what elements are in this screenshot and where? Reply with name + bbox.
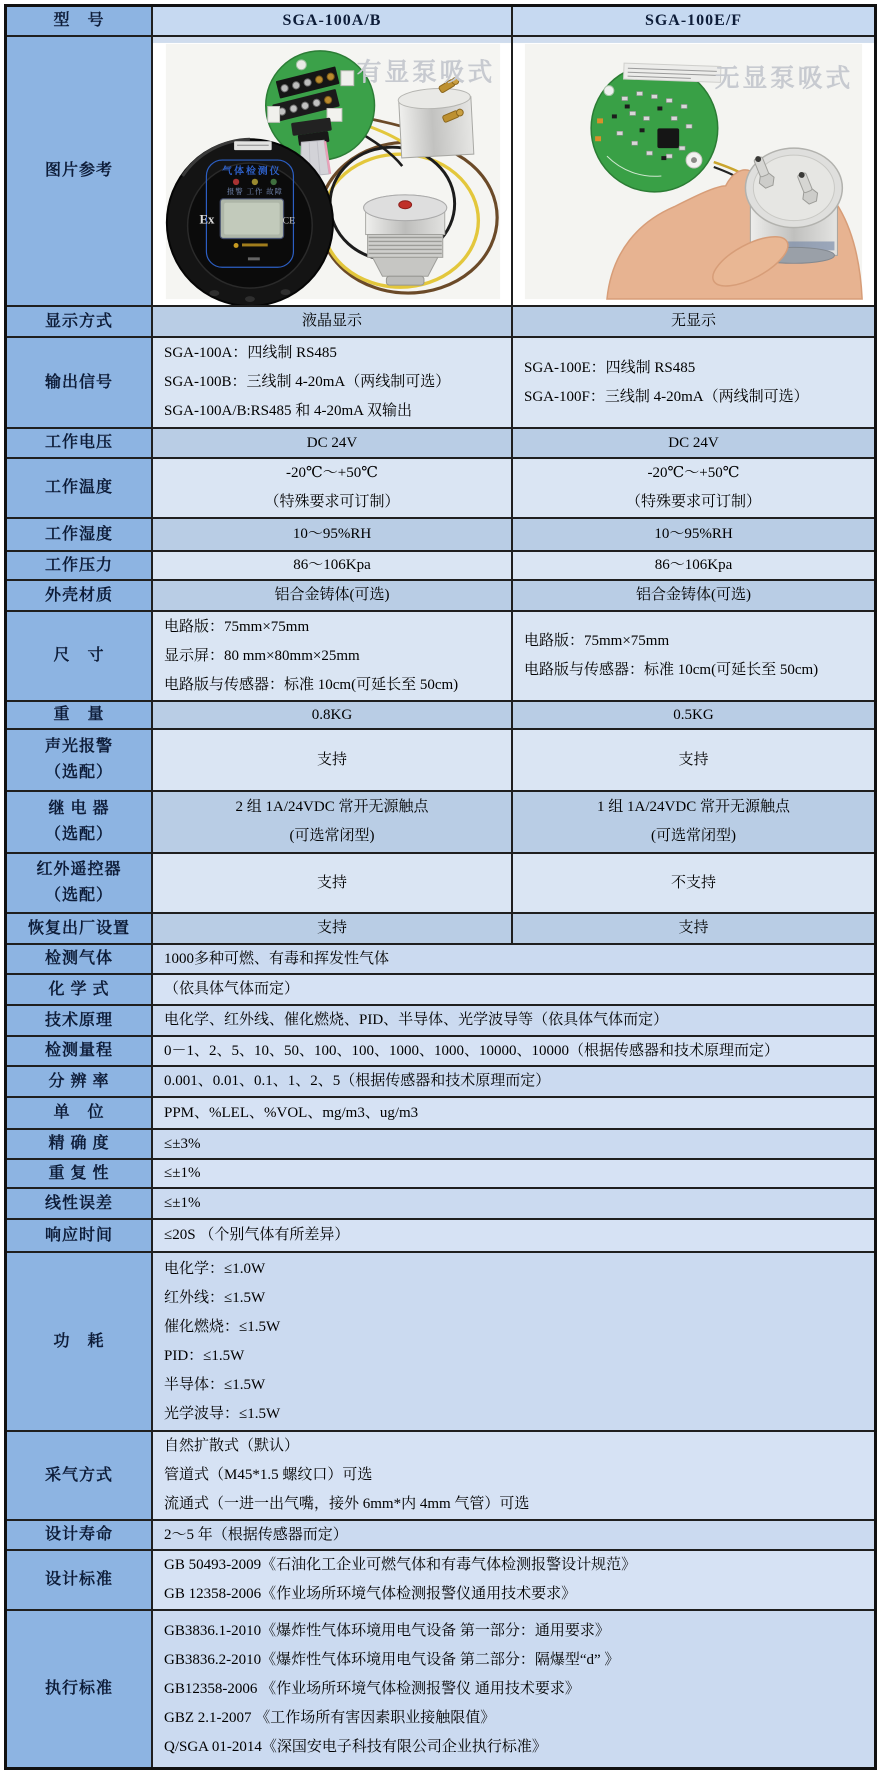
spec-row bbox=[7, 1551, 874, 1611]
spec-text: DC 24V bbox=[668, 434, 719, 451]
spec-text: 0.5KG bbox=[673, 706, 714, 723]
row-label-text: 工作温度 bbox=[44, 479, 113, 496]
spec-text: 0.001、0.01、0.1、1、2、5（根据传感器和技术原理而定） bbox=[164, 1073, 551, 1089]
row-label bbox=[7, 1551, 153, 1609]
spec-text: 支持 bbox=[316, 920, 347, 936]
spec-text: 0.8KG bbox=[311, 706, 353, 723]
row-label bbox=[7, 1189, 153, 1218]
row-label-text: 采气方式 bbox=[44, 1466, 113, 1484]
spec-text: GB12358-2006 《作业场所环境气体检测报警仪 通用技术要求》 bbox=[164, 1680, 580, 1697]
spec-value-cell bbox=[513, 459, 874, 517]
photo-cell-sga100ef bbox=[513, 37, 874, 305]
row-label bbox=[7, 792, 153, 852]
spec-row bbox=[7, 429, 874, 459]
row-label-text: 检测量程 bbox=[44, 1042, 113, 1059]
spec-value-cell bbox=[153, 429, 513, 457]
row-label-text: （选配） bbox=[44, 887, 113, 904]
row-label-text: 外壳材质 bbox=[44, 586, 113, 604]
led-alarm bbox=[233, 179, 239, 185]
spec-text: GB3836.1-2010《爆炸性气体环境用电气设备 第一部分：通用要求》 bbox=[164, 1622, 610, 1639]
spec-row bbox=[7, 702, 874, 730]
row-label-text: 显示方式 bbox=[44, 312, 113, 330]
spec-value-cell bbox=[513, 338, 874, 427]
spec-text: 管道式（M45*1.5 螺纹口）可选 bbox=[164, 1467, 373, 1483]
row-label-text: （选配） bbox=[44, 764, 113, 781]
spec-text: 86～106Kpa bbox=[654, 557, 733, 573]
spec-value-cell bbox=[153, 792, 513, 852]
spec-row bbox=[7, 1189, 874, 1220]
spec-text: SGA-100A/B:RS485 和 4-20mA 双输出 bbox=[164, 403, 412, 419]
row-label-text: 工作湿度 bbox=[44, 525, 113, 543]
spec-text: DC 24V bbox=[306, 434, 358, 451]
ce-mark-text: CE bbox=[282, 215, 296, 227]
row-label-text: 继 电 器 bbox=[48, 800, 110, 817]
spec-value-cell bbox=[153, 945, 874, 973]
spec-text: 红外线：≤1.5W bbox=[164, 1289, 266, 1306]
spec-text: 支持 bbox=[678, 920, 709, 936]
spec-text: 半导体：≤1.5W bbox=[164, 1376, 266, 1393]
spec-value-cell bbox=[513, 307, 874, 336]
spec-text: 电路版与传感器：标准 10cm(可延长至 50cm) bbox=[524, 662, 819, 678]
spec-text: SGA-100E：四线制 RS485 bbox=[524, 359, 696, 376]
row-label-text: 分 辨 率 bbox=[48, 1072, 110, 1090]
row-label bbox=[7, 702, 153, 728]
spec-text: 2 组 1A/24VDC 常开无源触点 bbox=[235, 799, 429, 815]
spec-text: SGA-100A：四线制 RS485 bbox=[164, 345, 337, 361]
row-label-text: 红外遥控器 bbox=[36, 861, 122, 878]
spec-text: SGA-100F：三线制 4-20mA（两线制可选） bbox=[524, 388, 809, 405]
row-label bbox=[7, 1160, 153, 1187]
model-header-sga100ab: SGA-100A/B bbox=[153, 7, 513, 35]
sensor-red-dot bbox=[399, 201, 412, 209]
row-label-text: 检测气体 bbox=[44, 950, 113, 967]
led-labels-text: 报警 工作 故障 bbox=[226, 186, 283, 196]
spec-value-cell bbox=[513, 702, 874, 728]
watermark-text: 有显泵吸式 bbox=[356, 59, 496, 87]
spec-row bbox=[7, 975, 874, 1006]
model-header-sga100ef: SGA-100E/F bbox=[513, 7, 874, 35]
spec-row bbox=[7, 945, 874, 975]
spec-value-cell bbox=[153, 854, 513, 912]
row-label bbox=[7, 37, 153, 305]
spec-text: -20℃～+50℃ bbox=[647, 465, 740, 481]
spec-value-cell bbox=[153, 552, 513, 579]
spec-text: ≤20S （个别气体有所差异） bbox=[164, 1227, 350, 1243]
row-label-text: （选配） bbox=[44, 826, 113, 843]
spec-text: （依具体气体而定） bbox=[164, 981, 300, 997]
spec-text: GB3836.2-2010《爆炸性气体环境用电气设备 第二部分：隔爆型“d” 》 bbox=[164, 1651, 620, 1668]
spec-value-cell bbox=[153, 307, 513, 336]
spec-text: PPM、%LEL、%VOL、mg/m3、ug/m3 bbox=[164, 1104, 419, 1121]
spec-text: 无显示 bbox=[670, 313, 716, 329]
spec-text: 1000多种可燃、有毒和挥发性气体 bbox=[164, 950, 390, 967]
spec-text: 显示屏：80 mm×80mm×25mm bbox=[164, 647, 360, 664]
spec-text: 自然扩散式（默认） bbox=[164, 1438, 300, 1454]
led-work bbox=[252, 179, 258, 185]
row-label-text: 响应时间 bbox=[44, 1226, 113, 1244]
detector-front-illustration bbox=[167, 139, 333, 305]
spec-row bbox=[7, 854, 874, 914]
cell-top-strip bbox=[513, 37, 874, 43]
spec-value-cell bbox=[513, 854, 874, 912]
spec-text: 86～106Kpa bbox=[293, 557, 371, 573]
spec-row bbox=[7, 730, 874, 792]
spec-value-cell bbox=[153, 1253, 874, 1430]
spec-text: 10～95%RH bbox=[654, 526, 733, 542]
row-label-text: 功 耗 bbox=[53, 1332, 105, 1350]
row-label-text: 化 学 式 bbox=[48, 980, 110, 998]
row-label bbox=[7, 1253, 153, 1430]
spec-text: GB 12358-2006《作业场所环境气体检测报警仪通用技术要求》 bbox=[164, 1586, 577, 1602]
row-label-text: 设计标准 bbox=[44, 1571, 113, 1588]
spec-text: 铝合金铸体(可选) bbox=[274, 587, 390, 603]
spec-row bbox=[7, 1521, 874, 1551]
row-label-text: 工作电压 bbox=[44, 434, 113, 451]
spec-row bbox=[7, 519, 874, 552]
row-label bbox=[7, 945, 153, 973]
row-label bbox=[7, 552, 153, 579]
row-label-text: 重 量 bbox=[53, 706, 105, 723]
spec-text: -20℃～+50℃ bbox=[285, 465, 378, 481]
spec-text: 电路版与传感器：标准 10cm(可延长至 50cm) bbox=[164, 676, 459, 693]
spec-value-cell bbox=[153, 1006, 874, 1035]
spec-value-cell bbox=[153, 1189, 874, 1218]
product-spec-table bbox=[4, 4, 877, 1770]
spec-text: 支持 bbox=[678, 751, 709, 768]
spec-text: 光学波导：≤1.5W bbox=[164, 1405, 281, 1422]
row-label-text: 技术原理 bbox=[44, 1011, 113, 1029]
watermark-text: 无显泵吸式 bbox=[714, 65, 854, 93]
spec-row bbox=[7, 792, 874, 854]
spec-value-cell bbox=[153, 1098, 874, 1128]
model-header-row bbox=[7, 7, 874, 37]
row-label-text: 单 位 bbox=[53, 1104, 105, 1121]
product-photo-sga100ef bbox=[513, 37, 874, 305]
spec-text: ≤±3% bbox=[164, 1135, 201, 1152]
spec-text: 电化学、红外线、催化燃烧、PID、半导体、光学波导等（依具体气体而定） bbox=[164, 1012, 669, 1028]
spec-text: 支持 bbox=[316, 751, 347, 768]
row-label-text: 型 号 bbox=[53, 12, 105, 29]
row-label-text: 精 确 度 bbox=[48, 1135, 110, 1152]
row-label-text: 线性误差 bbox=[44, 1194, 113, 1212]
connector-white-left bbox=[268, 106, 280, 122]
spec-text: 2～5 年（根据传感器而定） bbox=[164, 1526, 348, 1543]
spec-row bbox=[7, 1067, 874, 1098]
row-label-text: 输出信号 bbox=[44, 373, 113, 391]
row-label-text: 尺 寸 bbox=[53, 647, 105, 664]
spec-value-cell bbox=[153, 702, 513, 728]
row-label bbox=[7, 7, 153, 35]
spec-text: 不支持 bbox=[670, 874, 716, 891]
spec-text: GB 50493-2009《石油化工企业可燃气体和有毒气体检测报警设计规范》 bbox=[164, 1557, 637, 1573]
spec-value-cell bbox=[153, 1220, 874, 1251]
row-label bbox=[7, 854, 153, 912]
spec-row bbox=[7, 1037, 874, 1067]
spec-row bbox=[7, 1253, 874, 1432]
row-label bbox=[7, 307, 153, 336]
row-label-text: 声光报警 bbox=[44, 738, 113, 755]
spec-value-cell bbox=[513, 730, 874, 790]
ic-chip bbox=[657, 128, 679, 148]
cell-top-strip bbox=[153, 37, 511, 43]
spec-row bbox=[7, 1220, 874, 1253]
spec-row bbox=[7, 1160, 874, 1189]
connector-white-top bbox=[341, 71, 354, 86]
spec-row bbox=[7, 338, 874, 429]
row-label-text: 图片参考 bbox=[44, 162, 113, 179]
row-label bbox=[7, 1521, 153, 1549]
row-label bbox=[7, 612, 153, 700]
spec-text: 催化燃烧：≤1.5W bbox=[164, 1318, 281, 1335]
spec-text: ≤±1% bbox=[164, 1165, 201, 1181]
spec-row bbox=[7, 1098, 874, 1130]
spec-value-cell bbox=[513, 914, 874, 943]
spec-text: 0－1、2、5、10、50、100、100、1000、1000、10000、10000（根据传感器和技术原理而定） bbox=[164, 1042, 780, 1059]
spec-value-cell bbox=[153, 1037, 874, 1065]
spec-value-cell bbox=[153, 1130, 874, 1158]
spec-row bbox=[7, 1006, 874, 1037]
spec-text: ≤±1% bbox=[164, 1195, 201, 1211]
spec-text: 1 组 1A/24VDC 常开无源触点 bbox=[597, 799, 790, 815]
spec-value-cell bbox=[153, 914, 513, 943]
row-label-text: 恢复出厂设置 bbox=[27, 919, 130, 937]
row-label bbox=[7, 914, 153, 943]
spec-text: 电化学：≤1.0W bbox=[164, 1260, 266, 1277]
spec-value-cell bbox=[153, 1611, 874, 1767]
spec-row bbox=[7, 914, 874, 945]
spec-text: GBZ 2.1-2007 《工作场所有害因素职业接触限值》 bbox=[164, 1709, 496, 1726]
spec-value-cell bbox=[513, 612, 874, 700]
row-label bbox=[7, 730, 153, 790]
spec-value-cell bbox=[153, 1067, 874, 1096]
row-label bbox=[7, 1098, 153, 1128]
spec-value-cell bbox=[153, 338, 513, 427]
spec-value-cell bbox=[513, 519, 874, 550]
spec-value-cell bbox=[153, 1160, 874, 1187]
spec-text: 10～95%RH bbox=[292, 526, 372, 542]
row-label-text: 重 复 性 bbox=[48, 1164, 110, 1182]
row-label bbox=[7, 581, 153, 610]
spec-text: 电路版：75mm×75mm bbox=[164, 618, 310, 635]
spec-value-cell bbox=[153, 1521, 874, 1549]
spec-value-cell bbox=[513, 581, 874, 610]
spec-row bbox=[7, 307, 874, 338]
spec-value-cell bbox=[153, 1432, 874, 1519]
spec-value-cell bbox=[153, 581, 513, 610]
spec-row bbox=[7, 1432, 874, 1521]
photo-row bbox=[7, 37, 874, 307]
spec-row bbox=[7, 612, 874, 702]
photo-cell-sga100ab bbox=[153, 37, 513, 305]
spec-value-cell bbox=[153, 459, 513, 517]
spec-text: 铝合金铸体(可选) bbox=[636, 587, 751, 603]
spec-value-cell bbox=[153, 612, 513, 700]
spec-text: (可选常闭型) bbox=[289, 828, 375, 844]
row-label bbox=[7, 459, 153, 517]
row-label bbox=[7, 1611, 153, 1767]
spec-text: PID：≤1.5W bbox=[164, 1347, 245, 1364]
row-label bbox=[7, 1220, 153, 1251]
spec-value-cell bbox=[153, 730, 513, 790]
device-title-text: 气体检测仪 bbox=[222, 165, 282, 177]
spec-value-cell bbox=[153, 1551, 874, 1609]
spec-row bbox=[7, 459, 874, 519]
spec-text: 电路版：75mm×75mm bbox=[524, 633, 670, 649]
spec-text: Q/SGA 01-2014《深国安电子科技有限公司企业执行标准》 bbox=[164, 1738, 547, 1755]
spec-value-cell bbox=[153, 519, 513, 550]
spec-value-cell bbox=[513, 429, 874, 457]
row-label bbox=[7, 429, 153, 457]
spec-text: 液晶显示 bbox=[301, 313, 362, 329]
row-label-text: 设计寿命 bbox=[44, 1526, 113, 1543]
row-label-text: 工作压力 bbox=[44, 556, 113, 574]
ex-mark-text: Ex bbox=[199, 212, 215, 227]
spec-value-cell bbox=[513, 792, 874, 852]
led-fault bbox=[270, 179, 276, 185]
spec-text: 支持 bbox=[316, 874, 347, 891]
spec-value-cell bbox=[513, 552, 874, 579]
row-label bbox=[7, 519, 153, 550]
spec-text: SGA-100B：三线制 4-20mA（两线制可选） bbox=[164, 374, 451, 390]
row-label bbox=[7, 1432, 153, 1519]
spec-row bbox=[7, 1130, 874, 1160]
spec-text: (可选常闭型) bbox=[651, 828, 736, 844]
spec-row bbox=[7, 552, 874, 581]
row-label bbox=[7, 1067, 153, 1096]
spec-row bbox=[7, 581, 874, 612]
row-label bbox=[7, 338, 153, 427]
spec-row bbox=[7, 1611, 874, 1767]
row-label bbox=[7, 1006, 153, 1035]
row-label bbox=[7, 1130, 153, 1158]
product-photo-sga100ab bbox=[153, 37, 511, 305]
spec-text: （特殊要求可订制） bbox=[625, 494, 761, 510]
row-label bbox=[7, 975, 153, 1004]
spec-text: 流通式（一进一出气嘴，接外 6mm*内 4mm 气管）可选 bbox=[164, 1496, 530, 1512]
spec-text: （特殊要求可订制） bbox=[264, 494, 400, 510]
row-label bbox=[7, 1037, 153, 1065]
spec-value-cell bbox=[153, 975, 874, 1004]
row-label-text: 执行标准 bbox=[44, 1680, 113, 1697]
